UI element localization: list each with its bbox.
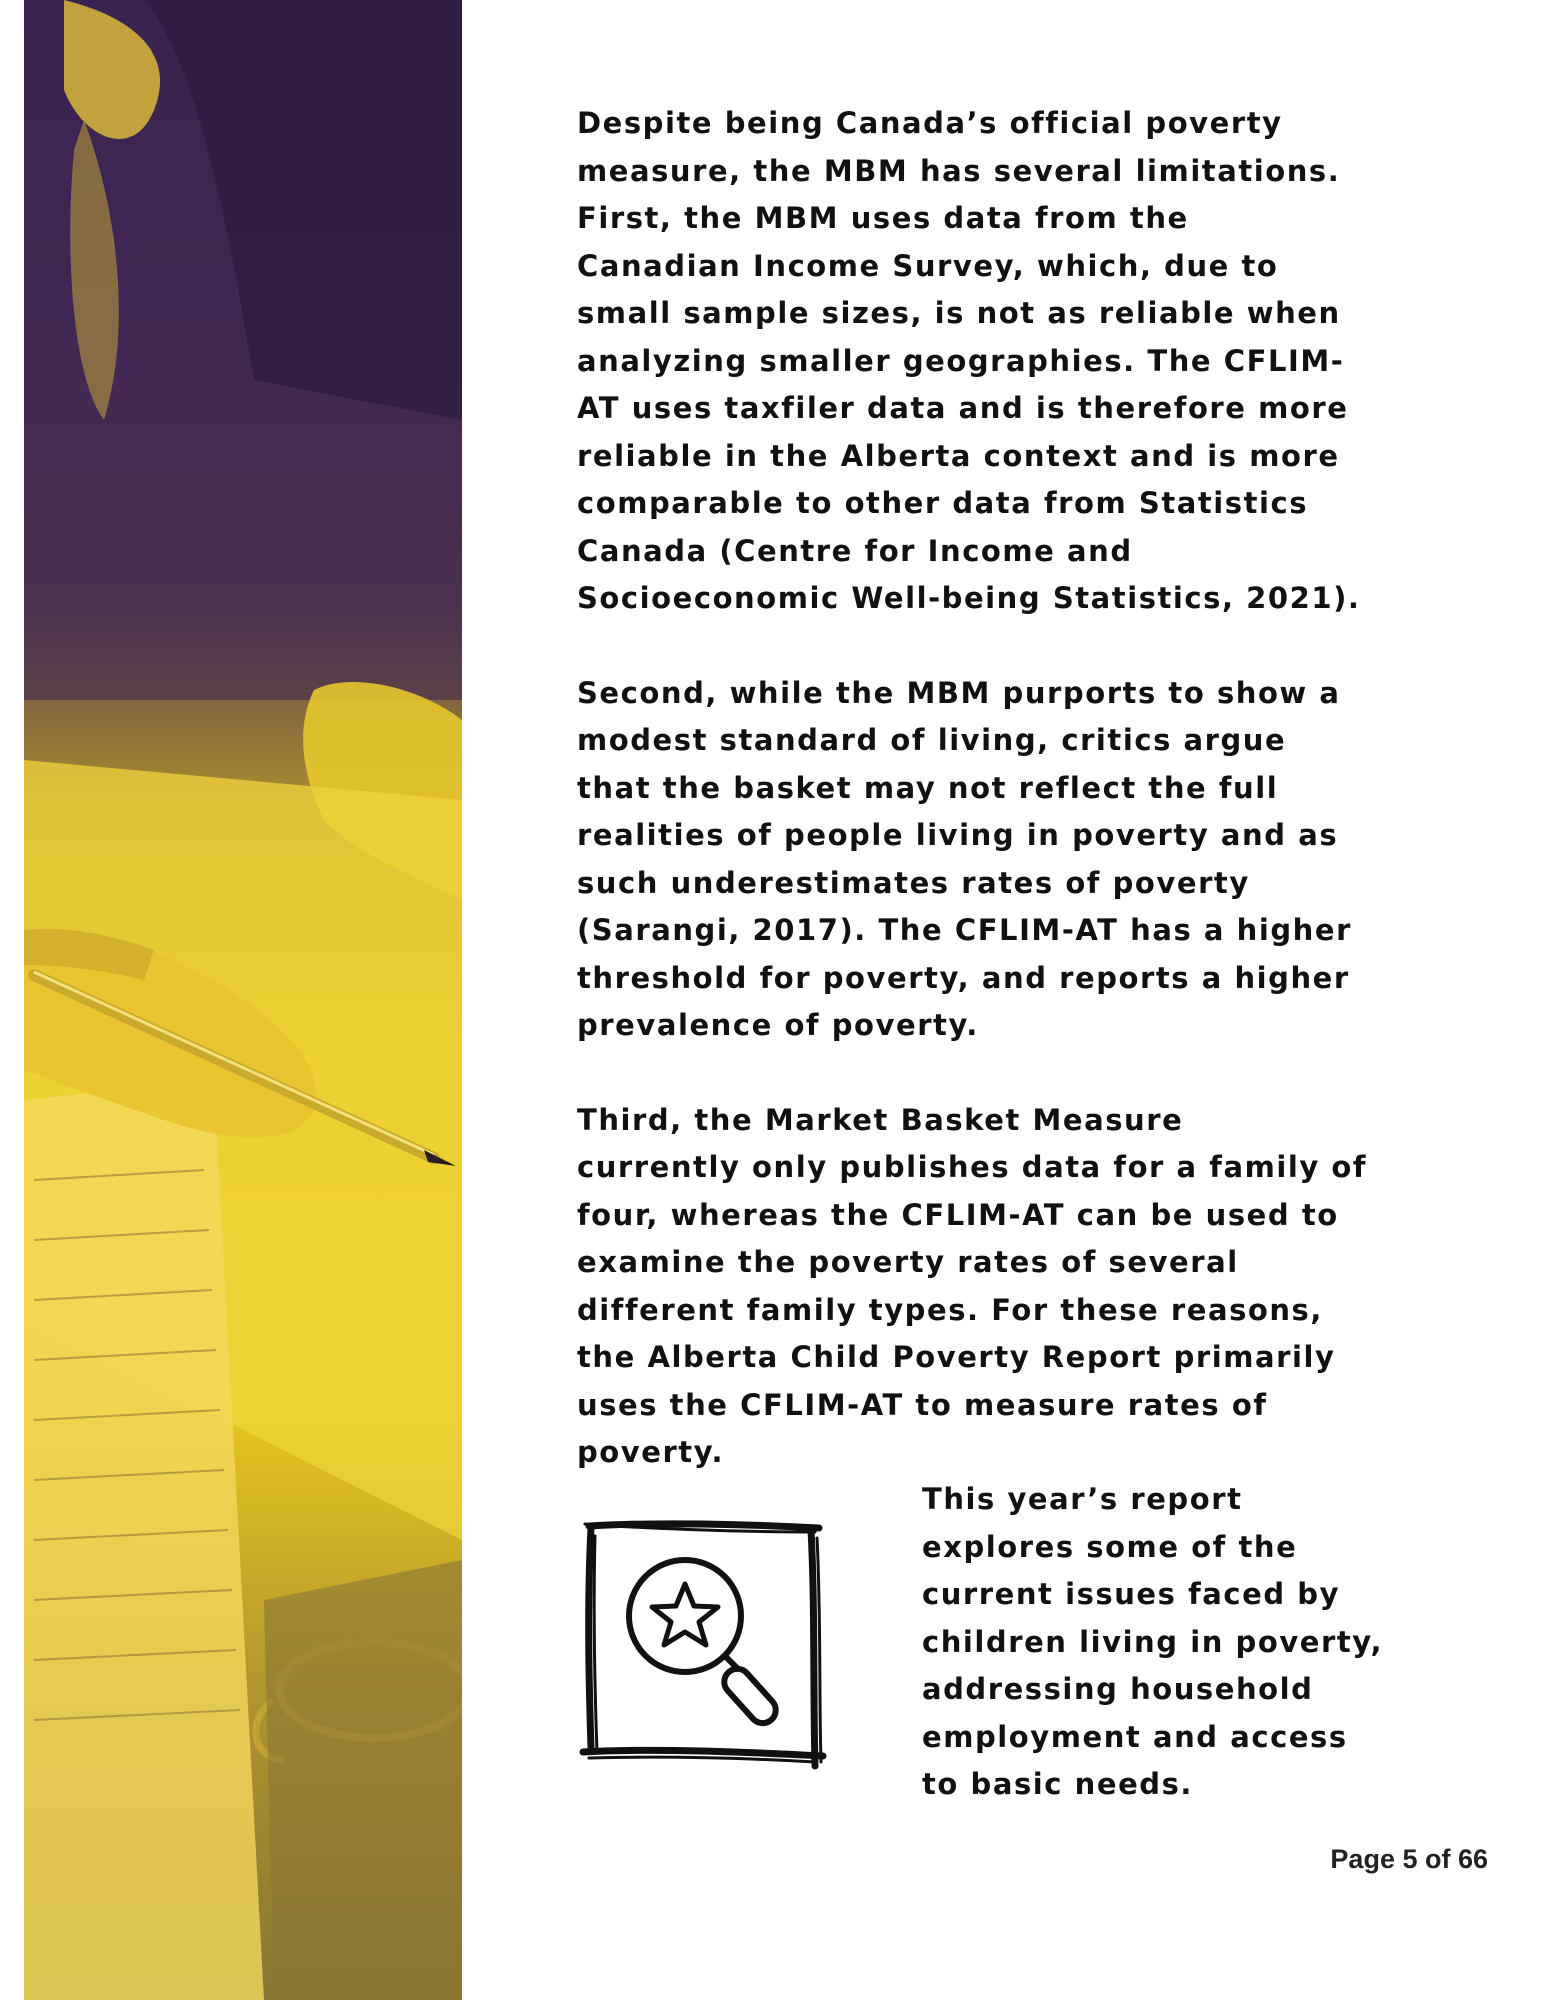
desk-surface: [264, 1560, 462, 2000]
callout-text: This year’s report explores some of the current issues faced by children living in poverty, addressing household employment and access to basic needs.: [922, 1482, 1384, 1801]
photo-illustration: [24, 0, 462, 2000]
page-number: Page 5 of 66: [1330, 1844, 1488, 1874]
decorative-photo-panel: [24, 0, 462, 2000]
magnifier-star-icon: [575, 1516, 835, 1772]
paragraph-second: Second, while the MBM purports to show a modest standard of living, critics argue that the basket may not reflect the full realities of people living in poverty and as such underestimates rates of poverty (Sarangi, 2017). The CFLIM-AT has a higher threshold for poverty, and reports a higher prevalence of poverty.: [577, 675, 1352, 1042]
paragraph-limitations: Despite being Canada’s official poverty measure, the MBM has several limitations. First, the MBM uses data from the Canadian Income Survey, which, due to small sample sizes, is not as reliable when analyzing smaller geographies. The CFLIM- AT uses taxfiler data and is therefore more reliable in the Alberta context and is more comparable to other data from Statistics Canada (Centre for Income and Socioeconomic Well-being Statistics, 2021).: [577, 106, 1361, 615]
paragraph-third: Third, the Market Basket Measure currently only publishes data for a family of four, whereas the CFLIM-AT can be used to examine the poverty rates of several different family types. For these reasons, the Alberta Child Poverty Report primarily uses the CFLIM-AT to measure rates of poverty.: [577, 1102, 1368, 1469]
main-text-column: [577, 100, 1377, 1524]
